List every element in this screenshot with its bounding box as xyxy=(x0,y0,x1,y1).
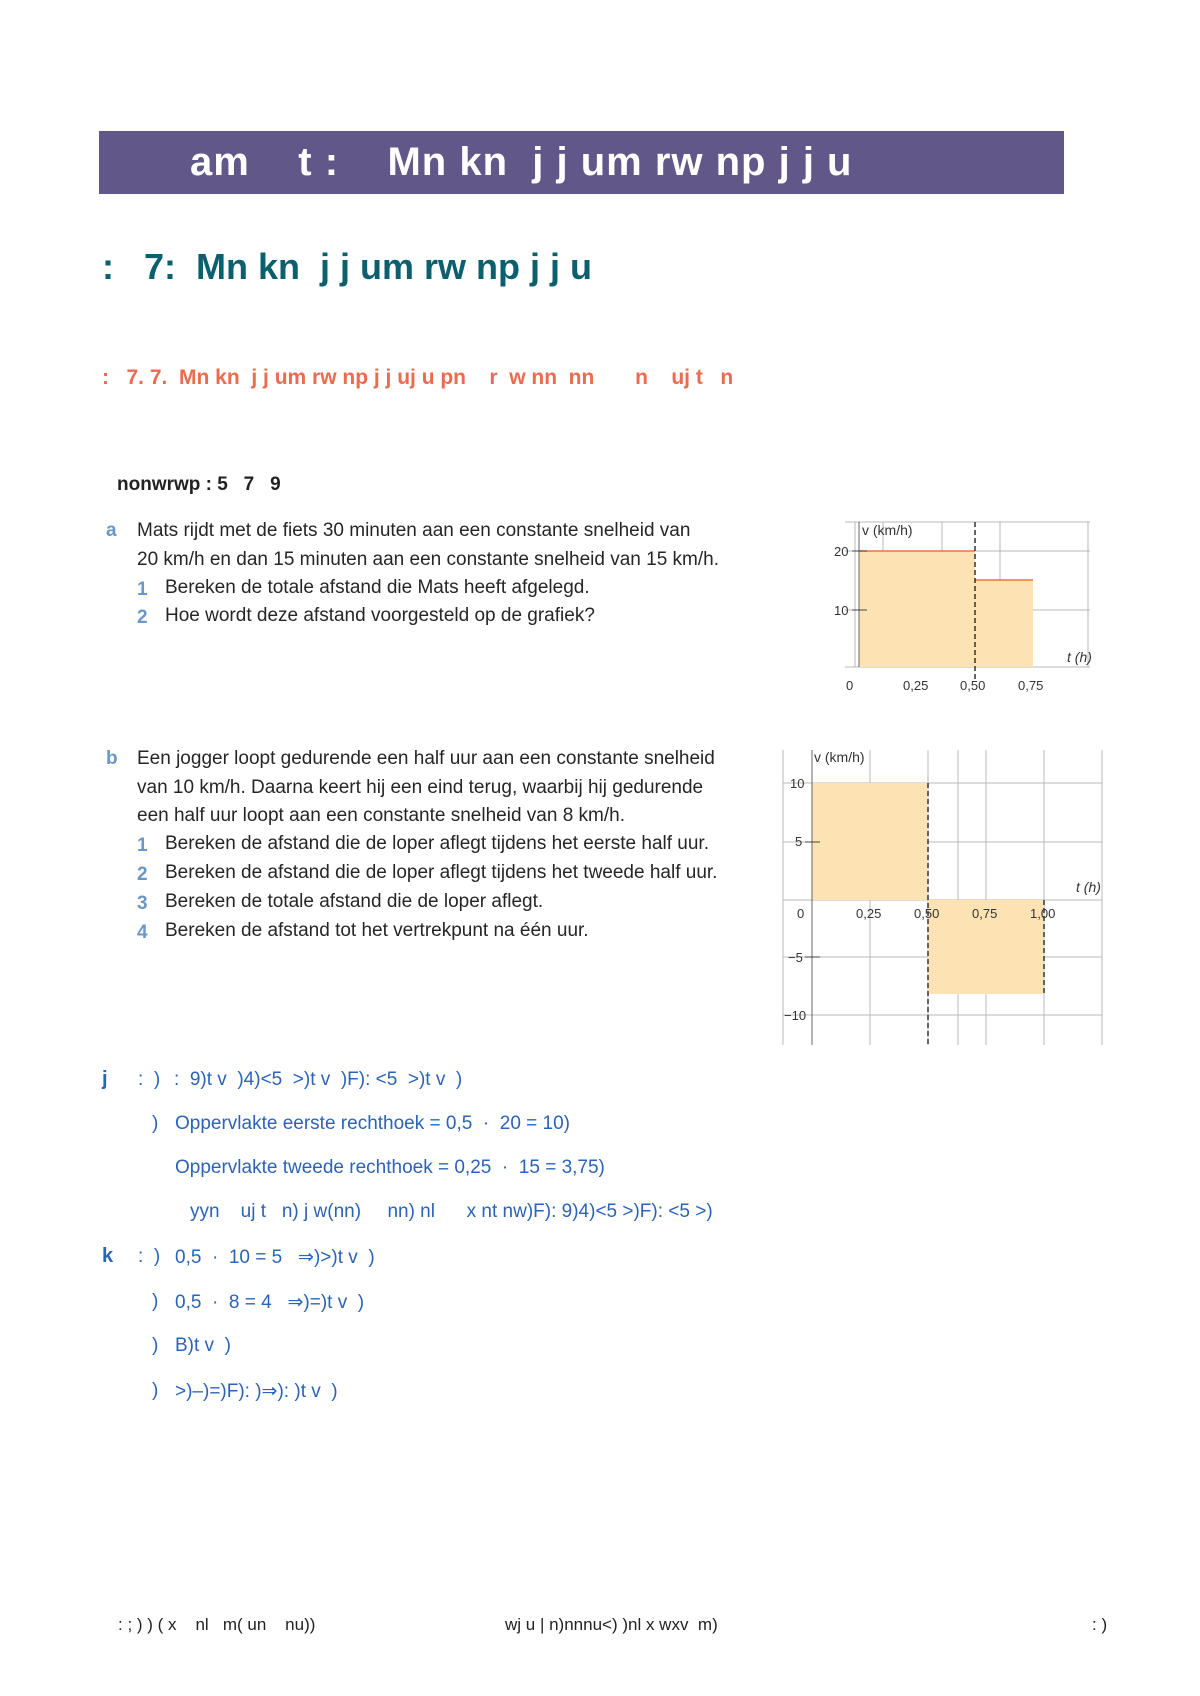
chapter-title: : 7: Mn kn j j um rw np j j u xyxy=(102,246,593,287)
y-tick-label: 20 xyxy=(834,544,849,559)
footer-center: wj u | n)nnnu<) )nl x wxv m) xyxy=(505,1615,718,1634)
question-b-sub-num: 4 xyxy=(137,922,148,943)
question-b-sub-num: 3 xyxy=(137,893,148,914)
answer-a-line: Oppervlakte eerste rechthoek = 0,5 · 20 = 10) xyxy=(175,1113,571,1134)
question-a-text: Mats rijdt met de fiets 30 minuten aan een constante snelheid van 20 km/h en dan 15 minuten aan een constante snelheid van 15 km/h. xyxy=(137,520,720,570)
footer-page-number: : ) xyxy=(1092,1615,1108,1634)
x-tick-label: 0,75 xyxy=(972,906,998,921)
question-b-text: Een jogger loopt gedurende een half uur aan een constante snelheid van 10 km/h. Daarna keert hij een eind terug, waarbij hij gedurende een half uur loopt aan een constante snelheid van 8 km/h. xyxy=(137,748,715,827)
answer-b-letter: k xyxy=(102,1245,114,1267)
question-a-sub-text: Bereken de totale afstand die Mats heeft afgelegd. xyxy=(165,577,590,598)
y-axis-label: v (km/h) xyxy=(862,522,913,538)
x-tick-label: 0,50 xyxy=(960,678,986,693)
question-b-sub-text: Bereken de afstand die de loper aflegt tijdens het tweede half uur. xyxy=(165,862,718,883)
x-tick-label: 0,25 xyxy=(903,678,929,693)
answer-a-prefix: ) xyxy=(152,1113,159,1134)
area-rect-1 xyxy=(812,783,928,900)
question-a-letter: a xyxy=(106,520,117,541)
answer-a-line: : 9)t v )4)<5 >)t v )F): <5 >)t v ) xyxy=(174,1069,463,1090)
x-tick-label: 0 xyxy=(846,678,854,693)
question-b-sub-num: 1 xyxy=(137,835,148,856)
question-b-sub-text: Bereken de afstand tot het vertrekpunt na één uur. xyxy=(165,920,589,941)
question-b-sub-text: Bereken de afstand die de loper aflegt tijdens het eerste half uur. xyxy=(165,833,709,854)
y-tick-label: 10 xyxy=(834,603,849,618)
section-title: : 7. 7. Mn kn j j um rw np j j uj u pn r w nn nn n uj t n xyxy=(102,366,734,389)
answer-a-prefix: : ) xyxy=(138,1069,161,1090)
x-axis-label: t (h) xyxy=(1067,649,1092,665)
question-b-sub-text: Bereken de totale afstand die de loper aflegt. xyxy=(165,891,544,912)
answer-b-prefix: ) xyxy=(152,1291,159,1312)
question-a-sub-text: Hoe wordt deze afstand voorgesteld op de grafiek? xyxy=(165,605,595,626)
answer-a-line: Oppervlakte tweede rechthoek = 0,25 · 15 = 3,75) xyxy=(175,1157,605,1178)
question-b-letter: b xyxy=(106,748,118,769)
velocity-chart-a xyxy=(820,510,1100,700)
question-a-sub-num: 2 xyxy=(137,607,148,628)
footer-left: : ; ) ) ( x nl m( un nu)) xyxy=(118,1615,316,1634)
answer-b-line: B)t v ) xyxy=(175,1335,231,1356)
y-tick-label: −10 xyxy=(784,1008,807,1023)
answer-b-line: 0,5 · 10 = 5 ⇒)>)t v ) xyxy=(175,1247,375,1268)
x-tick-label: 0,50 xyxy=(914,906,940,921)
velocity-chart-b xyxy=(780,745,1110,1055)
answer-a-letter: j xyxy=(102,1068,108,1090)
y-tick-label: −5 xyxy=(788,950,803,965)
question-b-sub-num: 2 xyxy=(137,864,148,885)
answer-a-line: yyn uj t n) j w(nn) nn) nl x nt nw)F): 9)4)<5 >)F): <5 >) xyxy=(190,1201,713,1222)
y-tick-label: 5 xyxy=(795,834,803,849)
answer-b-prefix: : ) xyxy=(138,1246,161,1267)
x-axis-label: t (h) xyxy=(1076,879,1101,895)
answer-b-prefix: ) xyxy=(152,1335,159,1356)
question-a-sub-num: 1 xyxy=(137,579,148,600)
area-rect-2 xyxy=(975,580,1033,667)
x-tick-label: 0,75 xyxy=(1018,678,1044,693)
y-axis-label: v (km/h) xyxy=(814,749,865,765)
x-tick-label: 0,25 xyxy=(856,906,882,921)
x-tick-label: 1,00 xyxy=(1030,906,1056,921)
y-tick-label: 0 xyxy=(797,906,805,921)
exercise-label: nonwrwp : 5 7 9 xyxy=(117,474,281,495)
answer-b-line: 0,5 · 8 = 4 ⇒)=)t v ) xyxy=(175,1292,365,1313)
answer-b-line: >)–)=)F): )⇒): )t v ) xyxy=(175,1381,338,1402)
answer-b-prefix: ) xyxy=(152,1380,159,1401)
banner-title: am t : Mn kn j j um rw np j j u xyxy=(190,140,853,184)
area-rect-1 xyxy=(859,551,975,667)
y-tick-label: 10 xyxy=(790,776,805,791)
